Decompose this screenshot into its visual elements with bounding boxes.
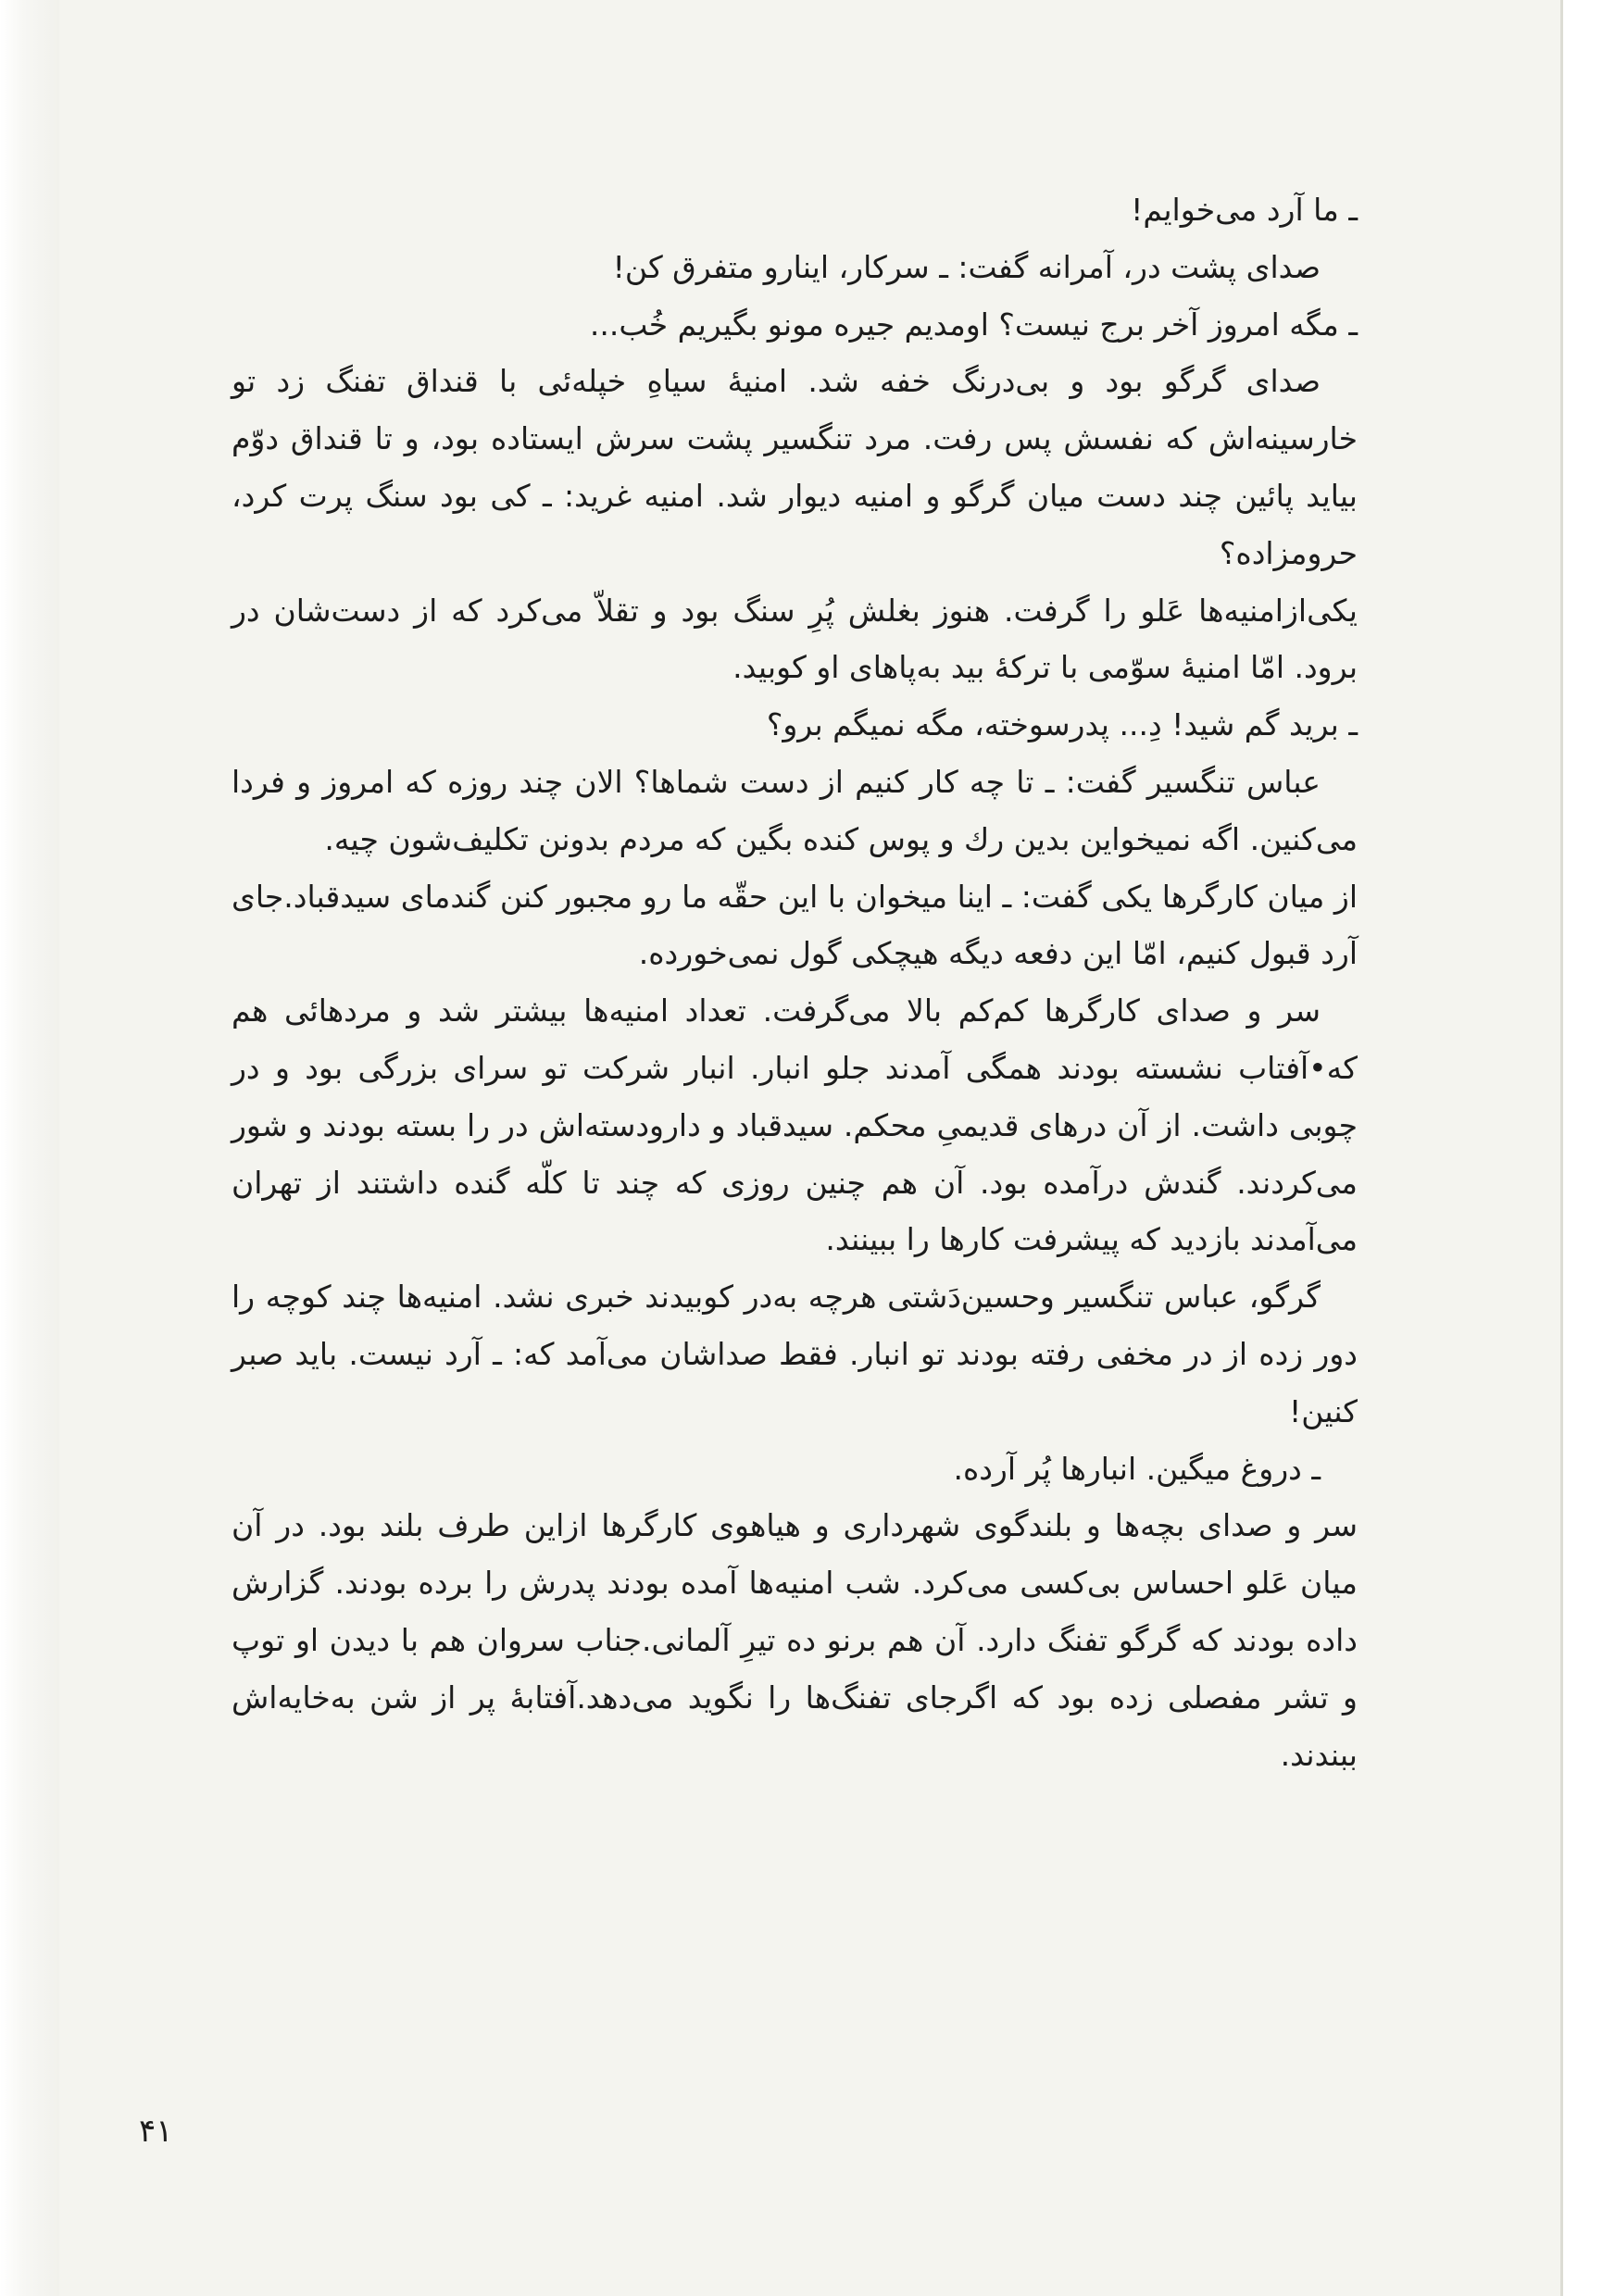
dialogue-line: ـ مگه امروز آخر برج نیست؟ اومدیم جیره مونو بگیریم خُب... bbox=[589, 306, 1358, 343]
paragraph: سر و صدای بچه‌ها و بلندگوی شهرداری و هیاهوی کارگرها ازاین طرف بلند بود. در آن میان عَلو احساس بی‌کسی می‌کرد. شب امنیه‌ها آمده بودند پدرش را برده بودند. گزارش داده بودند که گرگو تفنگ دارد. آن هم برنو ده تیرِ آلمانی.جناب سروان هم با دیدن او توپ و تشر مفصلی زده بود که اگرجای تفنگ‌ها را نگوید می‌دهد.آفتابهٔ پر از شن به‌خایه‌اش ببندند. bbox=[232, 1507, 1358, 1773]
scan-right-margin bbox=[1560, 0, 1615, 2296]
paragraph: عباس تنگسیر گفت: ـ تا چه کار کنیم از دست شماها؟ الان چند روزه که امروز و فردا می‌کنین. اگه نمیخواین بدین رك و پوس کنده بگین که مردم بدونن تکلیف‌شون چیه. bbox=[232, 763, 1358, 857]
dialogue-line: ـ ما آرد می‌خوایم! bbox=[1131, 192, 1358, 228]
paragraph: گرگو، عباس تنگسیر وحسین‌دَشتی هرچه به‌در کوبیدند خبری نشد. امنیه‌ها چند کوچه را دور زده از در مخفی رفته بودند تو انبار. فقط صداشان می‌آمد که: ـ آرد نیست. باید صبر کنین! bbox=[232, 1279, 1358, 1429]
page-number: ۴۱ bbox=[139, 2113, 173, 2150]
dialogue-line: ـ دروغ میگین. انبارها پُر آرده. bbox=[953, 1450, 1321, 1487]
paragraph: صدای پشت در، آمرانه گفت: ـ سرکار، اینارو متفرق کن! bbox=[612, 248, 1321, 285]
paragraph: صدای گرگو بود و بی‌درنگ خفه شد. امنیهٔ سیاهِ خپله‌ئی با قنداق تفنگ زد تو خارسینه‌اش که نفسش پس رفت. مرد تنگسیر پشت سرش ایستاده بود، و تا قنداق دوّم بیاید پائین چند دست میان گرگو و امنیه دیوار شد. امنیه غرید: ـ کی بود سنگ پرت کرد، حرومزاده؟ bbox=[232, 363, 1358, 571]
paragraph: از میان کارگرها یکی گفت: ـ اینا میخوان با این حقّه ما رو مجبور کنن گندمای سیدقباد.جای آرد قبول کنیم، امّا این دفعه دیگه هیچکی گول نمی‌خورده. bbox=[232, 878, 1358, 972]
scan-left-margin bbox=[0, 0, 59, 2296]
paragraph: یکی‌ازامنیه‌ها عَلو را گرفت. هنوز بغلش پُرِ سنگ بود و تقلاّ می‌کرد که از دست‌شان در برود. امّا امنیهٔ سوّمی با ترکهٔ بید به‌پاهای او کوبید. bbox=[232, 592, 1358, 686]
paragraph: سر و صدای کارگرها کم‌کم بالا می‌گرفت. تعداد امنیه‌ها بیشتر شد و مردهائی هم که•آفتاب نشسته بودند همگی آمدند جلو انبار. انبار شرکت تو سرای بزرگی بود و در چوبی داشت. از آن درهای قدیمیِ محکم. سیدقباد و دارودسته‌اش در را بسته بودند و شور می‌کردند. گندش درآمده بود. آن هم چنین روزی که چند تا کلّه گنده داشتند از تهران می‌آمدند بازدید که پیشرفت کارها را ببینند. bbox=[232, 992, 1358, 1258]
page-text bbox=[232, 181, 1358, 1783]
dialogue-line: ـ برید گم شید! دِ... پدرسوخته، مگه نمیگم برو؟ bbox=[766, 706, 1358, 743]
